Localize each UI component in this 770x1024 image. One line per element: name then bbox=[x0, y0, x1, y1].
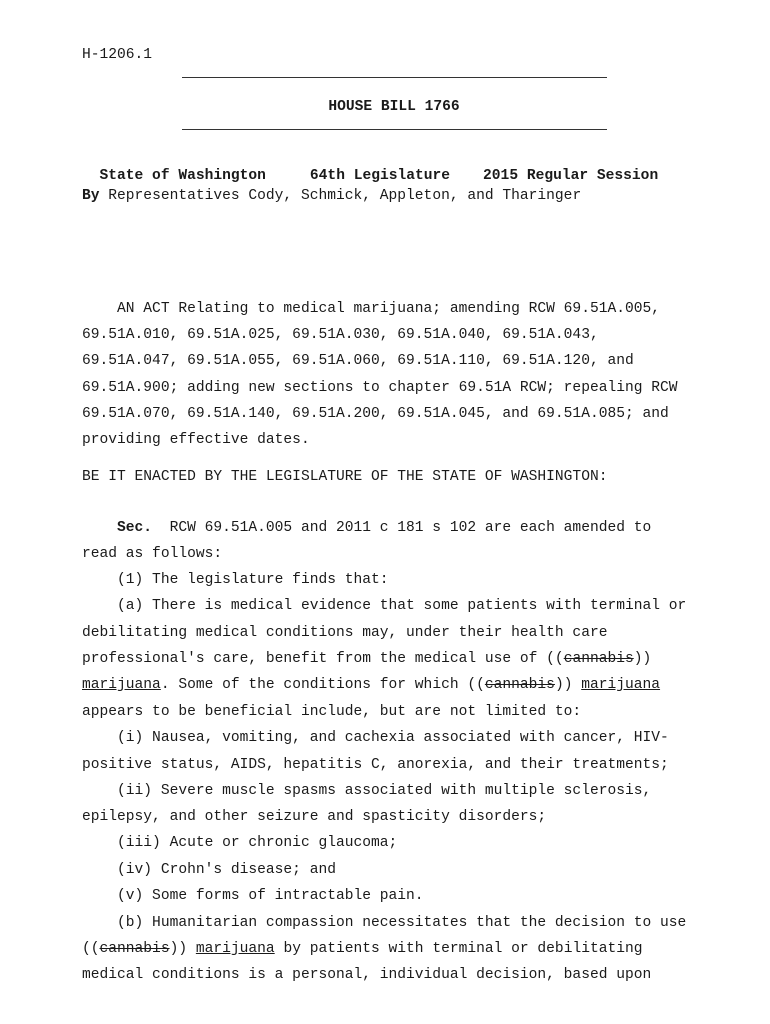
body-line: marijuana. Some of the conditions for which ((cannabis)) marijuana bbox=[82, 677, 661, 693]
struck-word: cannabis bbox=[563, 651, 634, 667]
body-line: appears to be beneficial include, but are not limited to: bbox=[82, 704, 582, 720]
act-line: 69.51A.900; adding new sections to chapter 69.51A RCW; repealing RCW bbox=[82, 380, 678, 396]
state-name: State of Washington bbox=[99, 168, 266, 184]
body-line: read as follows: bbox=[82, 546, 223, 562]
act-line: providing effective dates. bbox=[82, 432, 310, 448]
by-label: By bbox=[82, 188, 100, 204]
body-line: (1) The legislature finds that: bbox=[82, 572, 389, 588]
struck-word: cannabis bbox=[99, 941, 170, 957]
sec-label: Sec. bbox=[117, 520, 153, 536]
body-line: professional's care, benefit from the medical use of ((cannabis)) bbox=[82, 651, 652, 667]
title-rule-bottom bbox=[182, 129, 607, 130]
body-line: ((cannabis)) marijuana by patients with terminal or debilitating bbox=[82, 941, 643, 957]
body-line: debilitating medical conditions may, under their health care bbox=[82, 625, 608, 641]
inserted-word: marijuana bbox=[195, 941, 275, 957]
session-line bbox=[82, 152, 658, 184]
bill-code: H-1206.1 bbox=[82, 47, 153, 63]
body-line: (iv) Crohn's disease; and bbox=[82, 862, 336, 878]
sponsors: Representatives Cody, Schmick, Appleton, and Tharinger bbox=[108, 188, 582, 204]
inserted-word: marijuana bbox=[82, 677, 161, 693]
sponsors-line bbox=[82, 188, 581, 204]
body-line: epilepsy, and other seizure and spasticity disorders; bbox=[82, 809, 547, 825]
body-line: (ii) Severe muscle spasms associated with multiple sclerosis, bbox=[82, 783, 652, 799]
body-line: (i) Nausea, vomiting, and cachexia associated with cancer, HIV- bbox=[82, 730, 669, 746]
session: 2015 Regular Session bbox=[483, 168, 659, 184]
act-line: 69.51A.047, 69.51A.055, 69.51A.060, 69.51A.110, 69.51A.120, and bbox=[82, 353, 634, 369]
enacting-clause: BE IT ENACTED BY THE LEGISLATURE OF THE STATE OF WASHINGTON: bbox=[82, 469, 608, 485]
inserted-word: marijuana bbox=[581, 677, 661, 693]
body-line: (b) Humanitarian compassion necessitates that the decision to use bbox=[82, 915, 687, 931]
body-line: (v) Some forms of intractable pain. bbox=[82, 888, 424, 904]
body-line: positive status, AIDS, hepatitis C, anorexia, and their treatments; bbox=[82, 757, 669, 773]
body-line: (a) There is medical evidence that some patients with terminal or bbox=[82, 598, 687, 614]
section-heading bbox=[82, 520, 651, 536]
body-line: (iii) Acute or chronic glaucoma; bbox=[82, 835, 398, 851]
body-line: medical conditions is a personal, individual decision, based upon bbox=[82, 967, 652, 983]
title-rule-top bbox=[182, 77, 607, 78]
bill-title: HOUSE BILL 1766 bbox=[328, 99, 460, 115]
act-line: 69.51A.070, 69.51A.140, 69.51A.200, 69.51A.045, and 69.51A.085; and bbox=[82, 406, 669, 422]
legislature: 64th Legislature bbox=[309, 168, 451, 184]
sec-text: RCW 69.51A.005 and 2011 c 181 s 102 are each amended to bbox=[152, 520, 652, 536]
act-line: 69.51A.010, 69.51A.025, 69.51A.030, 69.51A.040, 69.51A.043, bbox=[82, 327, 599, 343]
act-line: AN ACT Relating to medical marijuana; amending RCW 69.51A.005, bbox=[82, 301, 661, 317]
struck-word: cannabis bbox=[484, 677, 555, 693]
